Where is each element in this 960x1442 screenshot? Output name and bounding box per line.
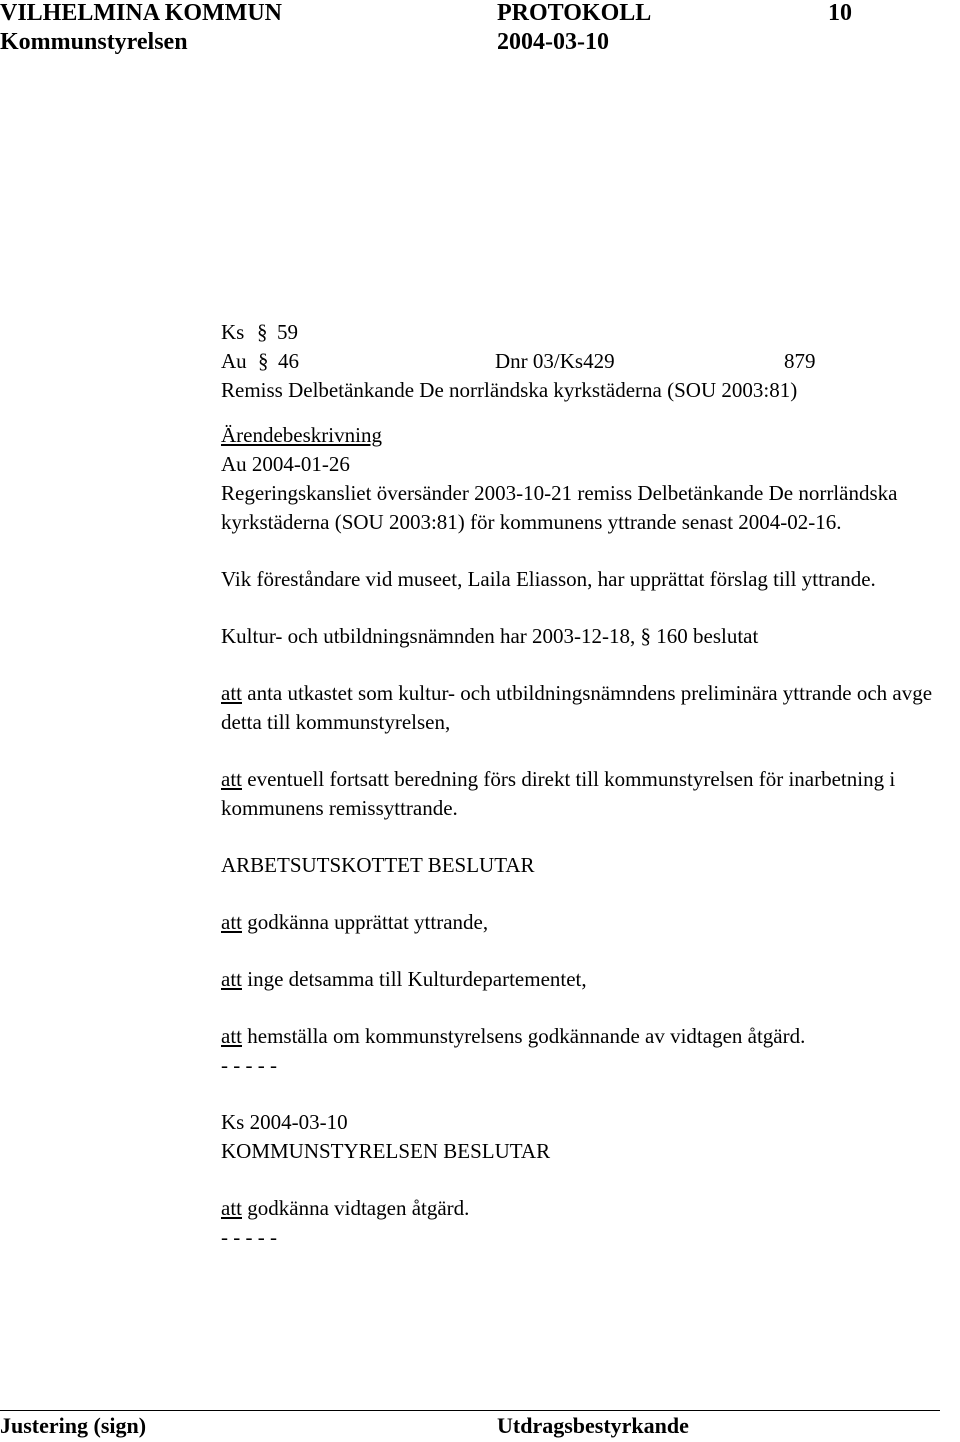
- footer-utdragsbestyrkande: Utdragsbestyrkande: [497, 1413, 689, 1438]
- case-ref: 879: [784, 349, 816, 373]
- case-ks-line: [221, 318, 956, 347]
- att-keyword: att: [221, 1196, 242, 1220]
- description-paragraph-1: Regeringskansliet översänder 2003-10-21 remiss Delbetänkande De norrländska kyrkstäderna (SOU 2003:81) för kommunens yttrande senast 2004-02-16.: [221, 481, 898, 534]
- description-heading: Ärendebeskrivning: [221, 423, 382, 447]
- para3-text-a: Kultur- och utbildningsnämnden har 2003-12-18,: [221, 624, 636, 648]
- description-paragraph-3: [221, 622, 956, 651]
- att-keyword: att: [221, 681, 242, 705]
- au-beslut-item: [221, 908, 956, 937]
- para3-text-b: 160 beslutat: [656, 624, 759, 648]
- description-au-date: Au 2004-01-26: [221, 452, 350, 476]
- footer-rule: [0, 1410, 940, 1411]
- header-page-number: 10: [828, 0, 852, 26]
- protocol-body: [221, 318, 956, 1252]
- att-keyword: att: [221, 967, 242, 991]
- section-sign: §: [640, 624, 652, 648]
- au-beslut-item: [221, 1022, 956, 1051]
- att-keyword: att: [221, 910, 242, 934]
- separator: - - - - -: [221, 1053, 277, 1077]
- footer-justering: Justering (sign): [0, 1413, 147, 1438]
- section-sign: §: [258, 349, 269, 373]
- case-ks-number: 59: [277, 320, 298, 344]
- ks-beslut-item: [221, 1194, 956, 1223]
- case-au-number: 46: [278, 349, 299, 373]
- au-beslut-item: [221, 965, 956, 994]
- section-sign: §: [257, 320, 268, 344]
- ks-date-line: Ks 2004-03-10: [221, 1110, 348, 1134]
- decision-text: godkänna vidtagen åtgärd.: [247, 1196, 470, 1220]
- kun-decision-item: [221, 679, 956, 737]
- header-date: 2004-03-10: [497, 29, 609, 55]
- separator: - - - - -: [221, 1225, 277, 1249]
- case-title: Remiss Delbetänkande De norrländska kyrkstäderna (SOU 2003:81): [221, 378, 798, 402]
- kun-decision-item: [221, 765, 956, 823]
- header-doctype: PROTOKOLL: [497, 0, 652, 26]
- decision-text: hemställa om kommunstyrelsens godkännande av vidtagen åtgärd.: [247, 1024, 806, 1048]
- header-body: Kommunstyrelsen: [0, 29, 188, 55]
- case-dnr: Dnr 03/Ks429: [495, 349, 615, 373]
- decision-text: godkänna upprättat yttrande,: [247, 910, 489, 934]
- header-org: VILHELMINA KOMMUN: [0, 0, 282, 26]
- decision-text: anta utkastet som kultur- och utbildningsnämndens preliminära yttrande och avge detta till kommunstyrelsen,: [221, 681, 933, 734]
- case-au-line: [221, 347, 956, 376]
- decision-text: eventuell fortsatt beredning förs direkt till kommunstyrelsen för inarbetning i kommunens remissyttrande.: [221, 767, 896, 820]
- att-keyword: att: [221, 767, 242, 791]
- case-ks-label: Ks: [221, 320, 245, 344]
- decision-text: inge detsamma till Kulturdepartementet,: [247, 967, 587, 991]
- case-au-label: Au: [221, 349, 247, 373]
- att-keyword: att: [221, 1024, 242, 1048]
- description-paragraph-2: Vik föreståndare vid museet, Laila Eliasson, har upprättat förslag till yttrande.: [221, 567, 876, 591]
- ks-beslut-heading: KOMMUNSTYRELSEN BESLUTAR: [221, 1139, 551, 1163]
- au-beslut-heading: ARBETSUTSKOTTET BESLUTAR: [221, 853, 535, 877]
